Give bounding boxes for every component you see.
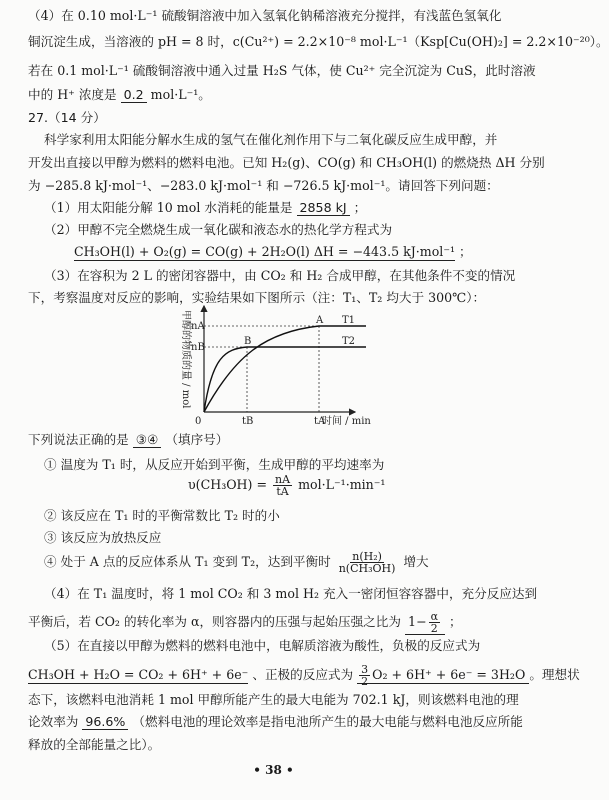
sub-4b (28, 611, 525, 635)
sub-2-answer: CH₃OH(l) + O₂(g) = CO(g) + 2H₂O(l) ΔH = −443.5 kJ·mol⁻¹ (74, 244, 456, 259)
chart-ylabel: 甲醇的物质的量 / mol (180, 310, 191, 409)
sub-5-end: 。理想状 (529, 667, 580, 682)
option-4-fraction (337, 551, 398, 574)
option-4-text: ④ 处于 A 点的反应体系从 T₁ 变到 T₂，达到平衡时 (44, 554, 331, 569)
sub-5d (28, 714, 525, 730)
chart-ytick-nB: nB (191, 342, 205, 353)
sub-3a: （3）在容积为 2 L 的密闭容器中，由 CO₂ 和 H₂ 合成甲醇，在其他条件不变的情况 (44, 268, 516, 283)
chart-origin-label: 0 (195, 416, 202, 427)
chart-series-label-T1: T1 (342, 315, 356, 326)
option-4-denominator: n(CH₃OH) (338, 562, 396, 575)
option-4-numerator: n(H₂) (352, 550, 382, 563)
option-1-formula (188, 474, 525, 497)
sub-5-mid: 、正极的反应式为 (252, 667, 354, 682)
sub-2-equation-line (74, 244, 525, 259)
option-1-lhs: υ(CH₃OH) = (188, 477, 268, 492)
q4-unit: mol·L⁻¹。 (150, 87, 211, 102)
option-3: ③ 该反应为放热反应 (44, 530, 162, 545)
sub-5d-answer: 96.6% (82, 714, 128, 730)
q4-text: 中的 H⁺ 浓度是 (28, 87, 117, 102)
sub-5b (28, 663, 580, 688)
chart-series-T2-line (204, 347, 366, 412)
chart-xtick-tA: tA (314, 416, 326, 427)
sub-5c: 态下，该燃料电池消耗 1 mol 甲醇所能产生的最大电能为 702.1 kJ，则该燃料电池的理 (28, 692, 519, 707)
question-27-heading: 27.（14 分） (28, 110, 106, 125)
methanol-amount-chart (170, 302, 400, 427)
sub-1-answer: 2858 kJ (297, 200, 350, 216)
line-q4-3: 若在 0.1 mol·L⁻¹ 硫酸铜溶液中通入过量 H₂S 气体，使 Cu²⁺ 完全沉淀为 CuS，此时溶液 (28, 63, 536, 78)
sub-2: （2）甲醇不完全燃烧生成一氧化碳和液态水的热化学方程式为 (44, 222, 393, 237)
option-1-numerator: nA (275, 473, 291, 486)
option-1-denominator: tA (276, 485, 289, 498)
chart-ytick-nA: nA (191, 321, 205, 332)
line-q4-4 (28, 87, 525, 103)
sub-5-positive-eq: O₂ + 6H⁺ + 6e⁻ = 3H₂O (372, 667, 526, 682)
option-1: ① 温度为 T₁ 时，从反应开始到平衡，生成甲醇的平均速率为 (44, 457, 385, 472)
q4-answer: 0.2 (121, 87, 147, 103)
sub-4-answer-numerator: α (430, 610, 438, 623)
sub-3b: 下，考察温度对反应的影响，实验结果如下图所示（注：T₁、T₂ 均大于 300℃）： (28, 290, 486, 305)
option-1-fraction (273, 474, 292, 497)
chart-point-A: A (316, 315, 324, 326)
options-answer: ③④ (133, 432, 162, 448)
line-q4-2: 铜沉淀生成，当溶液的 pH = 8 时，c(Cu²⁺) = 2.2×10⁻⁸ mol·L⁻¹（Ksp[Cu(OH)₂] = 2.2×10⁻²⁰）。 (28, 34, 609, 49)
sub-4-text: 平衡后，若 CO₂ 的转化率为 α，则容器内的压强与起始压强之比为 (28, 614, 401, 629)
intro-3: 为 −285.8 kJ·mol⁻¹、−283.0 kJ·mol⁻¹ 和 −726.5 kJ·mol⁻¹。请回答下列问题： (28, 178, 499, 193)
sub-5-frac-den: 2 (361, 675, 369, 688)
sub-5-frac-num: 3 (361, 663, 369, 676)
sub-4a: （4）在 T₁ 温度时，将 1 mol CO₂ 和 3 mol H₂ 充入一密闭恒容容器中，充分反应达到 (44, 586, 538, 601)
page-number: • 38 • (253, 763, 294, 777)
option-1-unit: mol·L⁻¹·min⁻¹ (298, 477, 386, 492)
sub-1 (44, 200, 525, 216)
sub-5e: 释放的全部能量之比）。 (28, 737, 161, 752)
intro-1: 科学家利用太阳能分解水生成的氢气在催化剂作用下与二氧化碳反应生成甲醇，并 (44, 132, 498, 147)
option-2: ② 该反应在 T₁ 时的平衡常数比 T₂ 时的小 (44, 508, 280, 523)
options-hint: （填序号） (165, 432, 229, 447)
options-text: 下列说法正确的是 (28, 432, 129, 447)
option-4-end: 增大 (403, 554, 429, 569)
chart-point-B: B (244, 336, 252, 347)
sub-5d-text: 论效率为 (28, 714, 79, 729)
sub-4-answer-a: 1− (407, 614, 427, 629)
line-q4-1: （4）在 0.10 mol·L⁻¹ 硫酸铜溶液中加入氢氧化钠稀溶液充分搅拌，有浅蓝色氢氧化 (28, 8, 502, 23)
option-4 (44, 551, 525, 574)
sub-4-answer (405, 611, 445, 635)
sub-1-end: ； (353, 200, 367, 215)
chart-xlabel: 时间 / min (322, 416, 371, 427)
options-question (28, 432, 525, 448)
chart-xtick-tB: tB (242, 416, 254, 427)
intro-2: 开发出直接以甲醇为燃料的燃料电池。已知 H₂(g)、CO(g) 和 CH₃OH(l) 的燃烧热 ΔH 分别 (28, 155, 545, 170)
sub-4-answer-denominator: 2 (430, 622, 438, 635)
sub-4-end: ； (449, 614, 462, 629)
sub-5a: （5）在直接以甲醇为燃料的燃料电池中，电解质溶液为酸性，负极的反应式为 (44, 638, 481, 653)
chart-series-label-T2: T2 (342, 336, 356, 347)
sub-2-end: ； (459, 244, 472, 259)
sub-5-positive-answer (357, 663, 529, 688)
sub-5-negative-answer: CH₃OH + H₂O = CO₂ + 6H⁺ + 6e⁻ (28, 667, 249, 682)
sub-1-text: （1）用太阳能分解 10 mol 水消耗的能量是 (44, 200, 293, 215)
sub-5d-tail: （燃料电池的理论效率是指电池所产生的最大电能与燃料电池反应所能 (132, 714, 523, 729)
